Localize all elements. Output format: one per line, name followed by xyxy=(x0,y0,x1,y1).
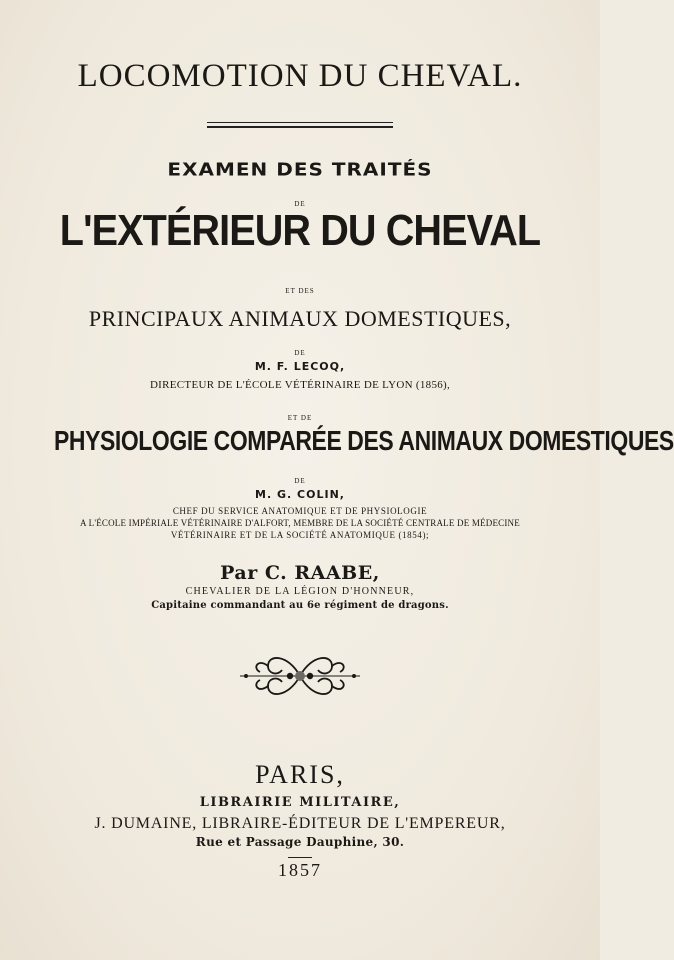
author-2-title-line2: A L'ÉCOLE IMPÉRIALE VÉTÉRINAIRE D'ALFORT, MEMBRE DE LA SOCIÉTÉ CENTRALE DE MÉDECINE xyxy=(80,518,520,528)
author-2-title-line3: VÉTÉRINAIRE ET DE LA SOCIÉTÉ ANATOMIQUE (1854); xyxy=(170,530,430,540)
connector-et-des: ET DES xyxy=(285,287,315,295)
by-author-title: CHEVALIER DE LA LÉGION D'HONNEUR, xyxy=(185,586,415,597)
city: PARIS, xyxy=(255,760,345,789)
author-2-name: M. G. COLIN, xyxy=(255,488,345,501)
publisher-line-1: LIBRAIRIE MILITAIRE, xyxy=(199,795,401,810)
fleuron-ornament-icon xyxy=(238,648,362,704)
double-rule-bottom xyxy=(207,126,393,128)
by-author: Par C. RAABE, xyxy=(220,562,380,584)
connector-et-de: ET DE xyxy=(287,414,313,422)
double-rule-top xyxy=(207,122,393,123)
by-author-rank: Capitaine commandant au 6e régiment de dragons. xyxy=(151,600,449,611)
heading: EXAMEN DES TRAITÉS xyxy=(167,158,433,180)
author-2-title-line1: CHEF DU SERVICE ANATOMIQUE ET DE PHYSIOLOGIE xyxy=(172,506,428,516)
author-1-title: DIRECTEUR DE L'ÉCOLE VÉTÉRINAIRE DE LYON (1856), xyxy=(149,379,451,391)
connector-de: DE xyxy=(294,200,306,208)
author-1-name: M. F. LECOQ, xyxy=(254,360,346,373)
connector-de: DE xyxy=(294,477,306,485)
publisher-address: Rue et Passage Dauphine, 30. xyxy=(195,835,405,849)
subtitle: PRINCIPAUX ANIMAUX DOMESTIQUES, xyxy=(88,306,512,331)
connector-de: DE xyxy=(294,349,306,357)
publisher-line-2: J. DUMAINE, LIBRAIRE-ÉDITEUR DE L'EMPEREUR, xyxy=(94,815,506,832)
second-title: PHYSIOLOGIE COMPARÉE DES ANIMAUX DOMESTIQUES xyxy=(54,425,674,456)
main-title: L'EXTÉRIEUR DU CHEVAL xyxy=(59,206,541,255)
running-title: LOCOMOTION DU CHEVAL. xyxy=(77,58,523,94)
publication-year: 1857 xyxy=(278,860,322,880)
short-rule xyxy=(288,857,312,858)
